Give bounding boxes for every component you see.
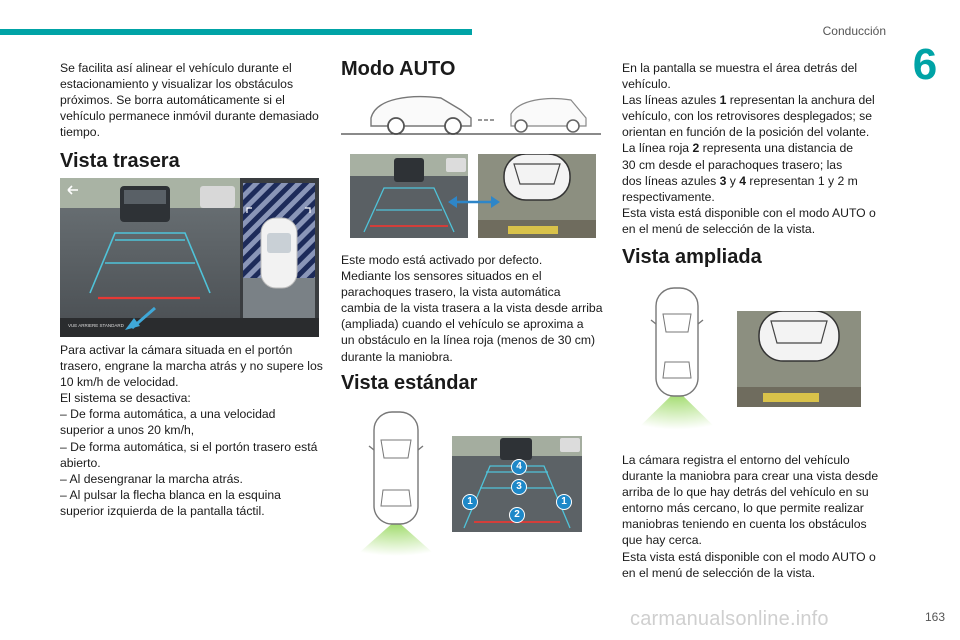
- auto-mode-car-illustration: [341, 88, 601, 136]
- zoom-view-body: La cámara registra el entorno del vehículo durante la maniobra para crear una vista desde arriba de lo que hay detrás del vehículo en su entorno más cercano, lo que permite realizar maniobras teniendo en cuenta los obstáculos que hay cerca. Esta vista está disponible con el modo AUTO o en el menú de selección de la vista.: [622, 453, 879, 580]
- std-text-1: En la pantalla se muestra el área detrás del vehículo.: [622, 61, 858, 92]
- heading-vista-estandar: Vista estándar: [341, 372, 478, 394]
- std-text-3: representan la anchura del vehículo, con los retrovisores desplegados; se orientan en función de la posición del volante.: [622, 93, 875, 140]
- std-text-7: representan 1 y 2 m respectivamente.: [622, 173, 858, 204]
- ref-2: 2: [692, 141, 700, 156]
- cars-approaching-illustration: [341, 88, 601, 136]
- auto-mode-body: Este modo está activado por defecto. Mediante los sensores situados en el parachoques trasero, la vista automática cambia de la vista trasera a la vista desde arriba (ampliada) cuando el vehículo se aproxima a un obstáculo en la línea roja (menos de 30 cm) durante la maniobra.: [341, 253, 603, 364]
- standard-view-car-top-illustration: [341, 410, 451, 565]
- marker-2: 2: [509, 507, 525, 523]
- rear-camera-screen-figure: [60, 178, 319, 337]
- zoom-view-camera-figure: [737, 311, 861, 407]
- section-title: Conducción: [822, 24, 886, 38]
- std-text-8: Esta vista está disponible con el modo AUTO o en el menú de selección de la vista.: [622, 205, 876, 236]
- header-accent-bar: [0, 29, 472, 35]
- rear-camera-illustration: [60, 178, 319, 337]
- marker-1-left: 1: [462, 494, 478, 510]
- ref-1: 1: [719, 93, 727, 108]
- zoom-view-car-top-illustration: [622, 284, 732, 439]
- std-text-2: Las líneas azules: [622, 93, 720, 108]
- heading-modo-auto: Modo AUTO: [341, 58, 456, 80]
- std-text-5: representa una distancia de 30 cm desde el parachoques trasero; las dos líneas azules: [622, 141, 854, 188]
- standard-view-camera-figure: [452, 436, 582, 532]
- standard-view-body: [622, 60, 892, 237]
- marker-4: 4: [511, 459, 527, 475]
- double-arrow-icon: [448, 194, 500, 210]
- marker-1-right: 1: [556, 494, 572, 510]
- chapter-number: 6: [912, 40, 938, 89]
- marker-3: 3: [511, 479, 527, 495]
- intro-paragraph: Se facilita así alinear el vehículo durante el estacionamiento y visualizar los obstáculos próximos. Se borra automáticamente si el vehículo permanece inmóvil durante demasiado tiempo.: [60, 61, 319, 140]
- std-text-6: y: [726, 173, 740, 188]
- watermark: carmanualsonline.info: [630, 608, 829, 630]
- heading-vista-trasera: Vista trasera: [60, 150, 180, 172]
- zoom-view-illustration: [737, 311, 861, 407]
- ref-3: 3: [719, 173, 727, 188]
- rear-view-body: Para activar la cámara situada en el portón trasero, engrane la marcha atrás y no supere los 10 km/h de velocidad. El sistema se desactiva: – De forma automática, a una velocidad superior a unos 20 km/h, – De forma automática, si el portón trasero está abierto. – Al desengranar la marcha atrás. – Al pulsar la flecha blanca en la esquina superior izquierda de la pantalla táctil.: [60, 343, 323, 518]
- camera-view-caption: VUE ARRIERE STANDARD: [68, 323, 124, 328]
- ref-4: 4: [739, 173, 746, 188]
- heading-vista-ampliada: Vista ampliada: [622, 246, 762, 268]
- std-text-4: La línea roja: [622, 141, 693, 156]
- page-number: 163: [924, 610, 945, 624]
